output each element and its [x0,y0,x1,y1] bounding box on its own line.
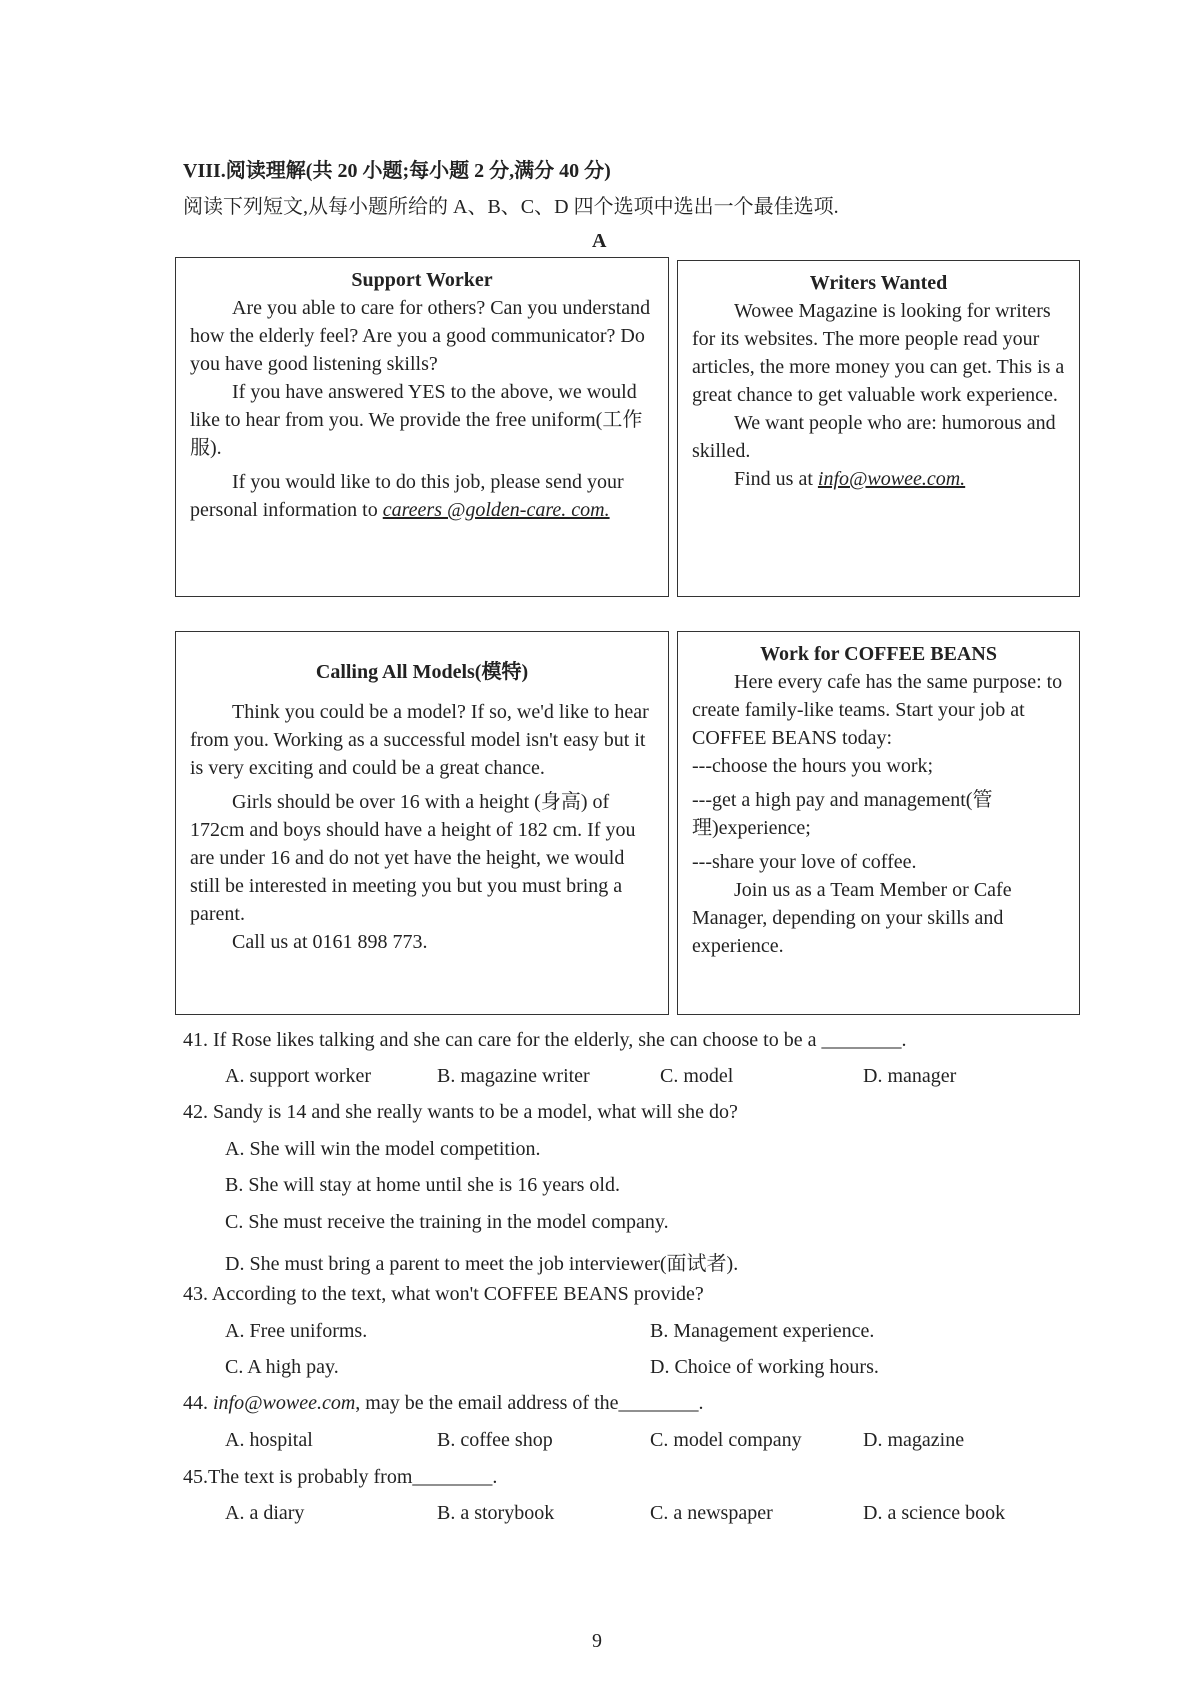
option-c[interactable]: C. She must receive the training in the model company. [225,1211,669,1233]
part-letter: A [592,230,607,252]
ad-paragraph: Wowee Magazine is looking for writers for its websites. The more people read your articles, the more money you can get. This is a great chance to get valuable work experience. [692,300,1065,406]
option-d[interactable]: D. Choice of working hours. [650,1356,879,1378]
page-number: 9 [592,1630,602,1652]
question-45: 45.The text is probably from________. [183,1466,498,1488]
option-a[interactable]: A. She will win the model competition. [225,1138,541,1160]
question-number: 44. [183,1392,213,1414]
question-41: 41. If Rose likes talking and she can care for the elderly, she can choose to be a ________. [183,1029,907,1051]
option-c[interactable]: C. model company [650,1429,802,1451]
ad-paragraph: Here every cafe has the same purpose: to create family-like teams. Start your job at COFFEE BEANS today: [692,671,1063,749]
ad-writers-wanted [677,260,1080,597]
ad-paragraph: Join us as a Team Member or Cafe Manager, depending on your skills and experience. [692,879,1012,957]
ad-support-worker [175,257,669,597]
ad-paragraph: Are you able to care for others? Can you understand how the elderly feel? Are you a good communicator? Do you have good listening skills? [190,297,651,375]
ad-paragraph [190,468,654,524]
question-43: 43. According to the text, what won't COFFEE BEANS provide? [183,1283,704,1305]
option-b[interactable]: B. magazine writer [437,1065,590,1087]
ad-title: Calling All Models(模特) [315,661,529,683]
ad-bullet: ---choose the hours you work; [692,755,934,777]
option-c[interactable]: C. a newspaper [650,1502,773,1524]
ad-paragraph [692,465,1065,493]
ad-paragraph: Call us at 0161 898 773. [232,931,428,953]
option-b[interactable]: B. coffee shop [437,1429,553,1451]
ad-bullet: ---share your love of coffee. [692,851,917,873]
ad-title: Support Worker [351,269,493,291]
email-link[interactable]: info@wowee.com. [817,468,966,490]
ad-text: If you would like to do this job, please send your personal information to [190,471,624,521]
option-d[interactable]: D. magazine [863,1429,965,1451]
option-b[interactable]: B. She will stay at home until she is 16 years old. [225,1174,620,1196]
question-42: 42. Sandy is 14 and she really wants to be a model, what will she do? [183,1101,738,1123]
ad-title: Writers Wanted [809,272,948,294]
ad-paragraph: Think you could be a model? If so, we'd like to hear from you. Working as a successful model isn't easy but it is very exciting and could be a great chance. [190,701,649,779]
instruction-text: 阅读下列短文,从每小题所给的 A、B、C、D 四个选项中选出一个最佳选项. [183,196,839,218]
section-title: VIII.阅读理解(共 20 小题;每小题 2 分,满分 40 分) [183,160,611,182]
option-a[interactable]: A. hospital [225,1429,313,1451]
question-44 [183,1392,704,1415]
option-c[interactable]: C. model [660,1065,734,1087]
option-a[interactable]: A. Free uniforms. [225,1320,368,1342]
email-link[interactable]: careers @golden-care. com. [382,499,610,521]
ad-title: Work for COFFEE BEANS [760,643,997,665]
option-a[interactable]: A. support worker [225,1065,372,1087]
ad-calling-models [175,631,669,1015]
option-b[interactable]: B. Management experience. [650,1320,875,1342]
option-c[interactable]: C. A high pay. [225,1356,339,1378]
ad-paragraph: We want people who are: humorous and skilled. [692,412,1056,462]
option-d[interactable]: D. a science book [863,1502,1006,1524]
question-text: , may be the email address of the________. [355,1392,704,1414]
ad-bullet: ---get a high pay and management(管理)experience; [692,789,993,839]
ad-text: Find us at [734,468,818,490]
option-a[interactable]: A. a diary [225,1502,305,1524]
ad-paragraph: Girls should be over 16 with a height (身高) of 172cm and boys should have a height of 182 cm. If you are under 16 and do not yet have the height, we would still be interested in meeting you but you must bring a parent. [190,791,636,925]
option-d[interactable]: D. manager [863,1065,957,1087]
question-email: info@wowee.com [213,1392,356,1414]
ad-coffee-beans [677,631,1080,1015]
option-b[interactable]: B. a storybook [437,1502,555,1524]
ad-paragraph: If you have answered YES to the above, we would like to hear from you. We provide the free uniform(工作服). [190,381,643,459]
option-d[interactable]: D. She must bring a parent to meet the job interviewer(面试者). [225,1253,739,1275]
